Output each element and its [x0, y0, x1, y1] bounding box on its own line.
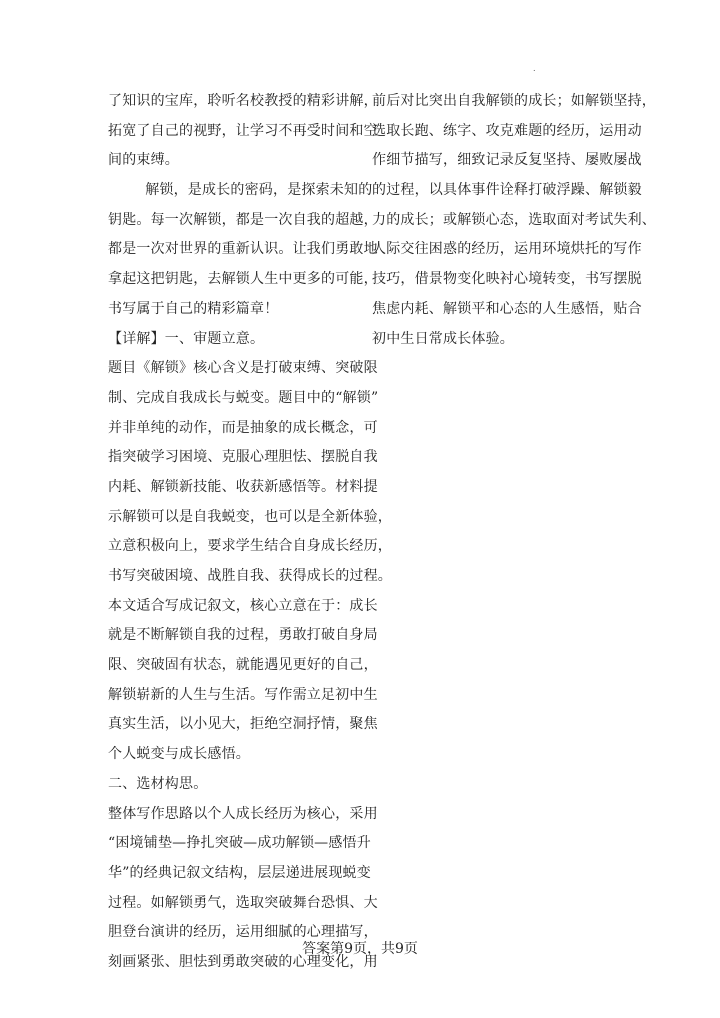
text-line: 书写突破困境、战胜自我、获得成长的过程。 [108, 568, 392, 584]
text-line: 拿起这把钥匙，去解锁人生中更多的可能， [108, 271, 378, 288]
text-line: 本文适合写成记叙文，核心立意在于：成长 [108, 597, 378, 614]
text-line: 整体写作思路以个人成长经历为核心，采用 [108, 805, 378, 822]
text-line: 钥匙。每一次解锁，都是一次自我的超越， [108, 211, 378, 228]
page-footer: 答案第9页，共9页 [302, 941, 418, 957]
text-line: 书写属于自己的精彩篇章！ [108, 300, 279, 317]
right-column [372, 87, 656, 354]
text-line: 解锁崭新的人生与生活。写作需立足初中生 [108, 686, 378, 703]
text-line: 技巧，借景物变化映衬心境转变，书写摆脱 [372, 271, 642, 288]
text-line: 胆登台演讲的经历，运用细腻的心理描写， [108, 924, 378, 941]
section-heading: 【详解】一、审题立意。 [108, 330, 265, 347]
text-line: 都是一次对世界的重新认识。让我们勇敢地 [108, 241, 378, 258]
text-line: 的过程，以具体事件诠释打破浮躁、解锁毅 [372, 182, 642, 199]
text-line: 解锁，是成长的密码，是探索未知的 [108, 182, 373, 199]
text-line: 间的束缚。 [108, 152, 179, 169]
text-line: 题目《解锁》核心含义是打破束缚、突破限 [108, 360, 378, 377]
text-line: 人际交往困惑的经历，运用环境烘托的写作 [372, 241, 642, 258]
text-line: 限、突破固有状态，就能遇见更好的自己， [108, 657, 378, 674]
text-line: 个人蜕变与成长感悟。 [108, 746, 250, 763]
text-line: 力的成长；或解锁心态，选取面对考试失利、 [372, 211, 656, 228]
section-heading: 二、选材构思。 [108, 775, 208, 792]
text-line: 前后对比突出自我解锁的成长；如解锁坚持， [372, 93, 656, 109]
text-line: 制、完成自我成长与蜕变。题目中的“解锁” [108, 389, 379, 406]
text-line: 了知识的宝库，聆听名校教授的精彩讲解， [108, 93, 378, 109]
text-line: 作细节描写，细致记录反复坚持、屡败屡战 [372, 152, 642, 169]
text-line: 内耗、解锁新技能、收获新感悟等。材料提 [108, 478, 378, 495]
text-line: 真实生活，以小见大，拒绝空洞抒情，聚焦 [108, 716, 378, 733]
text-line: 刻画紧张、胆怯到勇敢突破的心理变化，用 [108, 953, 378, 970]
text-line: 焦虑内耗、解锁平和心态的人生感悟，贴合 [372, 300, 642, 317]
text-line: “困境铺垫—挣扎突破—成功解锁—感悟升 [108, 835, 371, 852]
text-line: 拓宽了自己的视野，让学习不再受时间和空 [108, 122, 378, 139]
text-line: 华”的经典记叙文结构，层层递进展现蜕变 [108, 864, 371, 881]
text-line: 并非单纯的动作，而是抽象的成长概念，可 [108, 419, 378, 436]
text-line: 初中生日常成长体验。 [372, 330, 514, 347]
text-line: 选取长跑、练字、攻克难题的经历，运用动 [372, 122, 642, 139]
text-line: 立意积极向上，要求学生结合自身成长经历， [108, 538, 392, 555]
text-line: 示解锁可以是自我蜕变，也可以是全新体验， [108, 508, 392, 525]
text-line: 指突破学习困境、克服心理胆怯、摆脱自我 [108, 449, 378, 466]
text-line: 就是不断解锁自我的过程，勇敢打破自身局 [108, 627, 378, 644]
text-line: 过程。如解锁勇气，选取突破舞台恐惧、大 [108, 894, 378, 911]
corner-mark: . [533, 64, 536, 73]
